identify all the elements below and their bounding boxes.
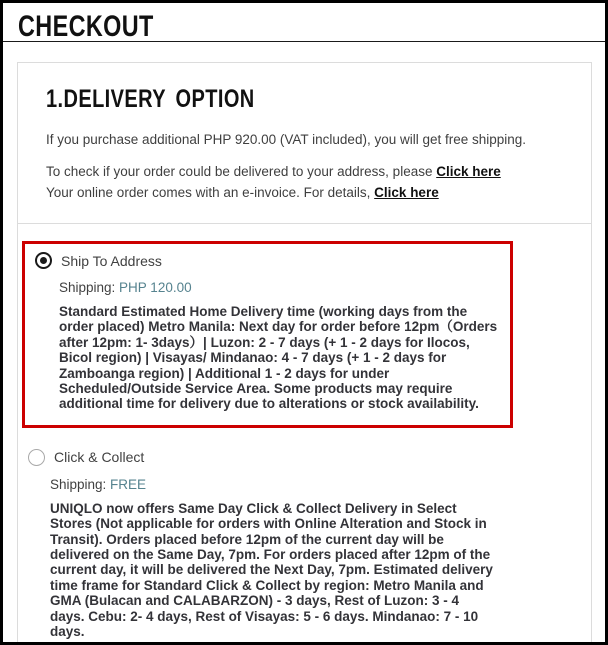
delivery-option-panel [17, 62, 592, 642]
option-label[interactable]: Ship To Address [61, 252, 162, 269]
page-title: CHECKOUT [18, 10, 154, 43]
einvoice-line [46, 182, 571, 203]
address-check-link[interactable]: Click here [436, 164, 501, 179]
options-divider [18, 223, 591, 224]
shipping-label: Shipping: [59, 280, 120, 295]
einvoice-link[interactable]: Click here [374, 185, 439, 200]
shipping-value: PHP 120.00 [119, 280, 192, 295]
free-shipping-note: If you purchase additional PHP 920.00 (VAT included), you will get free shipping. [46, 132, 527, 147]
option-head[interactable] [35, 252, 500, 269]
option-description: Standard Estimated Home Delivery time (working days from the order placed) Metro Manila: Next day for order before 12pm（Orders after 12pm: 1- 3days）| Luzon: 2 - 7 days (+ 1 - 2 days for Ilocos, Bicol region) | Visayas/ Mindanao: 4 - 7 days (+ 1 - 2 days for Zamboanga region) | Additional 1 - 2 days for under Scheduled/Outside Service Area. Some products may require additional time for delivery due to alterations or stock availability. [59, 304, 498, 412]
option-description: UNIQLO now offers Same Day Click & Collect Delivery in Select Stores (Not applicable for orders with Online Alteration and Stock in Transit). Orders placed before 12pm of the current day will be delivered on the Same Day, 7pm. For orders placed after 12pm of the current day, it will be delivered the Next Day, 7pm. Estimated delivery time frame for Standard Click & Collect by region: Metro Manila and GMA (Bulacan and CALABARZON) - 3 days, Rest of Luzon: 3 - 4 days. Cebu: 2- 4 days, Rest of Visayas: 5 - 6 days. Mindanao: 7 - 10 days. [50, 500, 493, 640]
radio-ship-to-address[interactable] [35, 252, 52, 269]
section-heading: 1.DELIVERY OPTION [46, 85, 255, 113]
page-header [3, 3, 605, 41]
option-head[interactable] [28, 449, 506, 466]
radio-click-and-collect[interactable] [28, 449, 45, 466]
einvoice-text: Your online order comes with an e-invoice. For details, [46, 185, 375, 200]
shipping-row [59, 280, 500, 295]
shipping-value: FREE [110, 476, 147, 492]
address-check-text: To check if your order could be delivered to your address, please [46, 164, 437, 179]
shipping-label: Shipping: [50, 476, 111, 492]
option-ship-to-address [22, 241, 513, 428]
address-check-line [46, 161, 571, 182]
shipping-row [50, 477, 506, 492]
option-click-and-collect [25, 441, 516, 640]
option-label[interactable]: Click & Collect [54, 449, 145, 466]
